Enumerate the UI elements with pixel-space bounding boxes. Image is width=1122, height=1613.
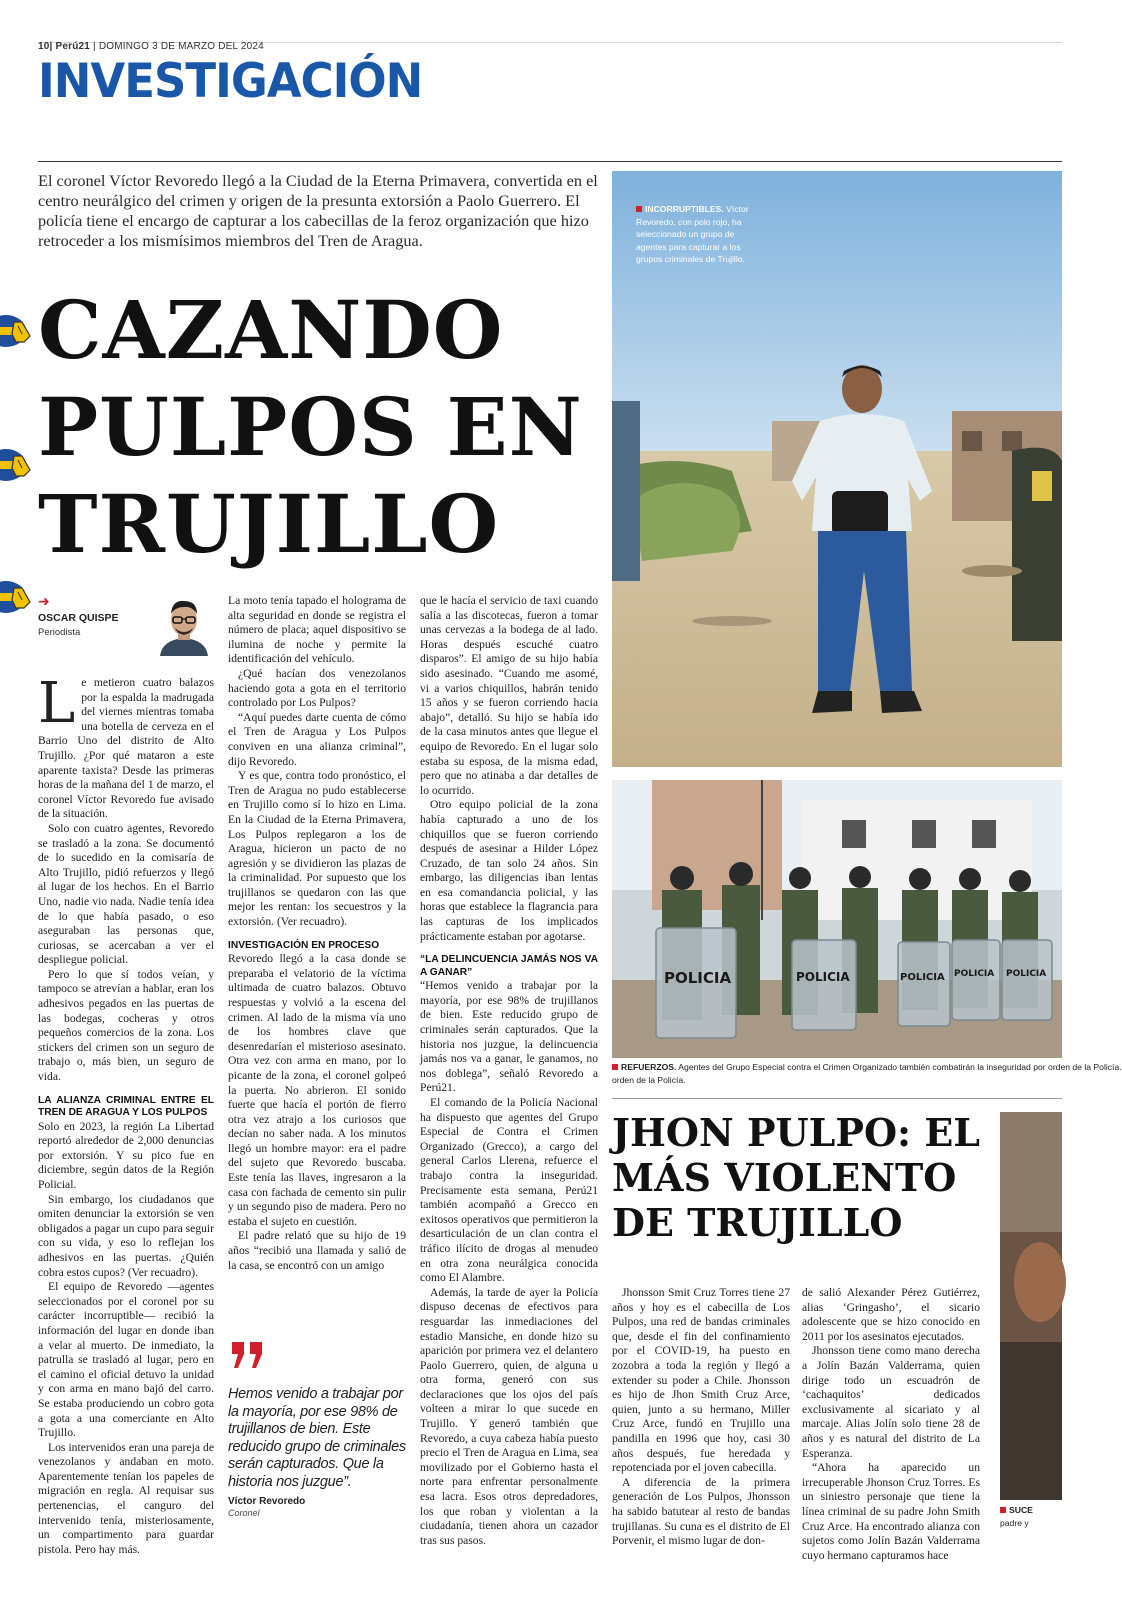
quote-mark-icon xyxy=(230,1340,266,1370)
caption-text: padre y xyxy=(1000,1518,1029,1528)
article-column-2 xyxy=(228,594,406,1273)
article-deck: El coronel Víctor Revoredo llegó a la Ciudad de la Eterna Primavera, convertida en el centro neurálgico del crimen y origen de la presunta extorsión a Paolo Guerrero. El policía tiene el encargo de capturar a los cabecillas de la feroz organización que hizo retroceder a los mismísimos miembros del Tren de Aragua. xyxy=(38,171,598,250)
issue-date: DOMINGO 3 DE MARZO DEL 2024 xyxy=(98,41,264,52)
sidebar-headline-line-1: JHON PULPO: EL xyxy=(612,1110,980,1155)
page-number: 10 xyxy=(38,41,50,52)
photo-3-caption xyxy=(1000,1504,1062,1530)
shield-label: POLICIA xyxy=(1006,969,1047,979)
main-headline xyxy=(38,282,608,573)
section-rule xyxy=(38,161,1062,162)
paragraph: que le hacía el servicio de taxi cuando salía a las discotecas, fueron a tomar unas cervezas a la bodega de al lado. Horas después escuché cuatro disparos”. El amigo de su hijo había sido asesinado. “Cuando me asomé, vi a varios chiquillos, habrán tenido 15 años y se fueron corriendo hacia abajo”, detalló. Su hijo se había ido de la casa minutos antes que llegue el equipo de Revoredo. En el lugar solo estaba su esposa, de la misma edad, pero que no atinaba a dar detalles de lo ocurrido. xyxy=(420,594,598,797)
photo-1-caption xyxy=(636,203,756,266)
shield-label: POLICIA xyxy=(664,969,732,987)
headline-line-2: PULPOS EN xyxy=(38,380,583,474)
caption-text: Víctor Revoredo, con polo rojo, ha seleccionado un grupo de agentes para capturar a los grupos criminales de Trujillo. xyxy=(636,204,749,265)
author-role: Periodista xyxy=(38,627,81,638)
photo-police-squad xyxy=(612,780,1062,1058)
section-title: INVESTIGACIÓN xyxy=(38,52,423,109)
nav-pointer-icon[interactable] xyxy=(0,578,36,616)
paragraph: “Hemos venido a trabajar por la mayoría, por ese 98% de trujillanos de bien. Este reducido grupo de criminales serán capturados. Que la historia nos juzgue, la delincuencia jamás nos va a ganar, le ganamos, no nos doblega”, señaló Revoredo a Perú21. xyxy=(420,979,598,1095)
paragraph: e metieron cuatro balazos por la espalda la madrugada del viernes mientras tomaba una botella de cerveza en el Barrio Uno del distrito de Alto Trujillo. ¿Por qué mataron a este aparente taxista? Desde las primeras horas de la mañana del 1 de marzo, el coronel Víctor Revoredo fue avisado de la situación. xyxy=(38,676,214,821)
headline-line-1: CAZANDO xyxy=(38,283,504,377)
paragraph: “Ahora ha aparecido un irrecuperable Jhonson Cruz Torres. Es un siniestro personaje que tiene la línea criminal de su padre John Smith Cruz Arce. Ha encontrado alianza con sujetos como Jolín Bazán Valderrama cuyo hermano capturamos hace xyxy=(802,1461,980,1562)
shield-label: POLICIA xyxy=(954,969,995,979)
subheading: “LA DELINCUENCIA JAMÁS NOS VA A GANAR” xyxy=(420,954,598,978)
caption-marker xyxy=(612,1064,618,1070)
caption-kicker: SUCE xyxy=(1009,1505,1033,1515)
subheading: INVESTIGACIÓN EN PROCESO xyxy=(228,939,380,951)
paragraph: El comando de la Policía Nacional ha dispuesto que agentes del Grupo Especial de Contra el Crimen Organizado (Grecco), a cargo del general Carlos Llerena, refuerce el trabajo contra la inseguridad. Precisamente esta semana, Perú21 también acompañó a Grecco en exitosos operativos que permitieron la desarticulación de un clan contra el tráfico ilícito de drogas al menudeo en otra zona neurálgica conocida como El Alambre. xyxy=(420,1096,598,1285)
paragraph: El equipo de Revoredo —agentes seleccionados por el coronel por su carácter incorruptible— recibió la información del lugar en donde iban a velar al muerto. De inmediato, la patrulla se trasladó al lugar, pero en el camino el oficial detuvo la unidad y con arma en mano bajó del carro. Se estaba produciendo un cobro gota a gota a una comerciante en Alto Trujillo. xyxy=(38,1280,214,1440)
author-photo xyxy=(156,594,212,656)
caption-marker xyxy=(1000,1507,1006,1513)
paragraph: La moto tenía tapado el holograma de alta seguridad en donde se registra el número de placa; aquel dispositivo se ilumina de noche y permite la identificación del vehículo. xyxy=(228,594,406,666)
paragraph: Otro equipo policial de la zona había capturado a uno de los chiquillos que se fueron corriendo después de asesinar a Hilder López Cruzado, de tan solo 24 años. Sin embargo, las diligencias iban lentas en esa comandancia policial, y las horas que establece la flagrancia para las capturas de los implicados prácticamente estaban por agotarse. xyxy=(420,798,598,943)
paragraph: de salió Alexander Pérez Gutiérrez, alias ‘Gringasho’, el sicario adolescente que se hizo conocido en 2011 por los asesinatos ejecutados. xyxy=(802,1286,980,1343)
paragraph: Solo con cuatro agentes, Revoredo se trasladó a la zona. Se documentó de lo sucedido en la comisaría de Alto Trujillo, pidió refuerzos y llegó al lugar de los hechos. En el Barrio Uno, nadie vio nada. Nadie tenía idea de lo que había pasado, o eso aseguraban las personas que, curiosas, se acercaban a ver el despliegue policial. xyxy=(38,821,214,967)
paragraph: A diferencia de la primera generación de Los Pulpos, Jhonsson ha sabido batutear al resto de bandas trujillanas. Su cuna es el distrito de El Porvenir, el mismo lugar de don- xyxy=(612,1475,790,1548)
pull-quote-author: Víctor Revoredo xyxy=(228,1496,306,1507)
paragraph: Además, la tarde de ayer la Policía dispuso decenas de efectivos para resguardar las inmediaciones del estadio Mansiche, en donde hizo su aparición por primera vez el delantero Paolo Guerrero, quien, de alguna u otra forma, generó con sus declaraciones que los ojos del país volteen a mirar lo que sucede en Trujillo. Y generó también que Revoredo, a cuya cabeza había puesto precio el Tren de Aragua en Lima, sea movilizado por el Gobierno hasta el norte para enfrentar personalmente esa lacra. Esos otros depredadores, los que roban y violentan a la ciudadanía, tienen ahora un cazador tras sus pasos. xyxy=(420,1285,598,1547)
paragraph: ¿Qué hacían dos venezolanos haciendo gota a gota en el territorio controlado por Los Pulpos? xyxy=(228,666,406,710)
dropcap: L xyxy=(38,671,76,736)
subheading: LA ALIANZA CRIMINAL ENTRE EL TREN DE ARAGUA Y LOS PULPOS xyxy=(38,1094,214,1119)
sidebar-column-2 xyxy=(802,1286,980,1563)
shield-label: POLICIA xyxy=(900,972,945,983)
caption-kicker: INCORRUPTIBLES. xyxy=(645,204,724,214)
paragraph: Sin embargo, los ciudadanos que omiten denunciar la extorsión se ven obligados a pagar un cupo para seguir con su vida, y eso lo reflejan los adhesivos en las puertas. ¿Quién cobra estos cupos? (Ver recuadro). xyxy=(38,1192,214,1279)
sidebar-rule xyxy=(612,1098,1062,1099)
caption-kicker: REFUERZOS. xyxy=(621,1062,677,1072)
caption-text: Agentes del Grupo Especial contra el Crimen Organizado también combatirán la inseguridad por orden de la Policía. xyxy=(676,1062,1122,1072)
caption-text-line-2: orden de la Policía. xyxy=(612,1075,686,1085)
paragraph: Solo en 2023, la región La Libertad reportó alrededor de 2,000 denuncias por extorsión. Y su pico fue en diciembre, según datos de la Región Policial. xyxy=(38,1119,214,1191)
sidebar-column-1 xyxy=(612,1286,790,1549)
pull-quote: Hemos venido a trabajar por la mayoría, por ese 98% de trujillanos de bien. Este reducido grupo de criminales serán capturados. Que la historia nos juzgue”. xyxy=(228,1386,406,1490)
nav-pointer-icon[interactable] xyxy=(0,446,36,484)
paragraph: Jhonsson Smit Cruz Torres tiene 27 años y hoy es el cabecilla de Los Pulpos, una red de bandas criminales que, desde el fin del confinamiento por el COVID-19, ha puesto en zozobra a toda la región y llegó a extender su poder a Chile. Jhonsson es hijo de Jhon Smith Cruz Arce, quien, junto a su hermano, Miller Cruz Arce, fundó en Trujillo una pandilla en 1996 que hoy, casi 30 años después, fue heredada y repotenciada por el joven cabecilla. xyxy=(612,1286,790,1475)
nav-pointer-icon[interactable] xyxy=(0,312,36,350)
paragraph: Y es que, contra todo pronóstico, el Tren de Aragua no pudo establecerse en Trujillo como sí lo hizo en Lima. En la Ciudad de la Eterna Primavera, Los Pulpos replegaron a los de Aragua, hicieron un pacto de no agresión y se dividieron las plazas de la criminalidad. Por supuesto que los trujillanos se quedaron con las que mejor les rentan: los secuestros y la extorsión. (Ver recuadro). xyxy=(228,769,406,929)
article-column-3 xyxy=(420,594,598,1548)
paragraph: Los intervenidos eran una pareja de venezolanos y andaban en moto. Aparentemente tenían los papeles de migración en regla. Al requisar sus pertenencias, el canguro del intervenido tenía, misteriosamente, un compartimento para guardar pistola. Pero hay más. xyxy=(38,1440,214,1556)
sidebar-headline xyxy=(612,1110,992,1245)
caption-marker xyxy=(636,206,642,212)
paragraph: Jhonsson tiene como mano derecha a Jolín Bazán Valderrama, quien dirige todo un escuadrón de ‘cachaquitos’ dedicados exclusivamente al sicariato y al marcaje. Alias Jolín solo tiene 28 de años y es natural del distrito de La Esperanza. xyxy=(802,1344,980,1460)
pull-quote-role: Coronel xyxy=(228,1508,260,1518)
shield-label: POLICIA xyxy=(796,970,850,984)
paragraph: Pero lo que sí todos veían, y tampoco se atrevían a hablar, eran los adhesivos pegados en las puertas de las bodegas, cocheras y otros pequeños comercios de la zona. Los stickers del crimen son un seguro de trabajo o, más bien, un seguro de vida. xyxy=(38,967,214,1084)
author-name: OSCAR QUISPE xyxy=(38,612,119,624)
paragraph: El padre relató que su hijo de 19 años “recibió una llamada y salió de la casa, se encontró con un amigo xyxy=(228,1229,406,1272)
paragraph: “Aquí puedes darte cuenta de cómo el Tren de Aragua y Los Pulpos conviven en una alianza criminal”, dijo Revoredo. xyxy=(228,710,406,768)
sidebar-headline-line-3: DE TRUJILLO xyxy=(612,1200,903,1245)
paragraph: Revoredo llegó a la casa donde se preparaba el velatorio de la víctima ultimada de cuatro balazos. Obtuvo respuestas y volvió a la escena del crimen. Al lado de la misma vía uno de los hombres clave que desenredarían el misterioso asesinato. Otra vez con arma en mano, por lo picante de la zona, el coronel golpeó la puerta. No abrieron. El sonido fuerte que hacía el portón de fierro otra vez atrajo a los curiosos que decían no saber nada. A los minutos llegó un hombre mayor: era el padre del sujeto que Revoredo buscaba. Este tenía las llaves, ingresaron a la casa con fachada de cemento sin pulir y un segundo piso de madera. Pero no estaba el sujeto en cuestión. xyxy=(228,952,406,1228)
sidebar-headline-line-2: MÁS VIOLENTO xyxy=(612,1155,957,1200)
photo-suspect xyxy=(1000,1112,1062,1500)
article-column-1 xyxy=(38,671,214,1557)
headline-line-3: TRUJILLO xyxy=(38,477,500,571)
photo-2-caption xyxy=(612,1061,1122,1087)
page-folio: 10| Perú21 | DOMINGO 3 DE MARZO DEL 2024 xyxy=(38,41,264,52)
byline-arrow-icon: ➜ xyxy=(38,594,50,610)
publication-name: Perú21 xyxy=(55,41,91,52)
